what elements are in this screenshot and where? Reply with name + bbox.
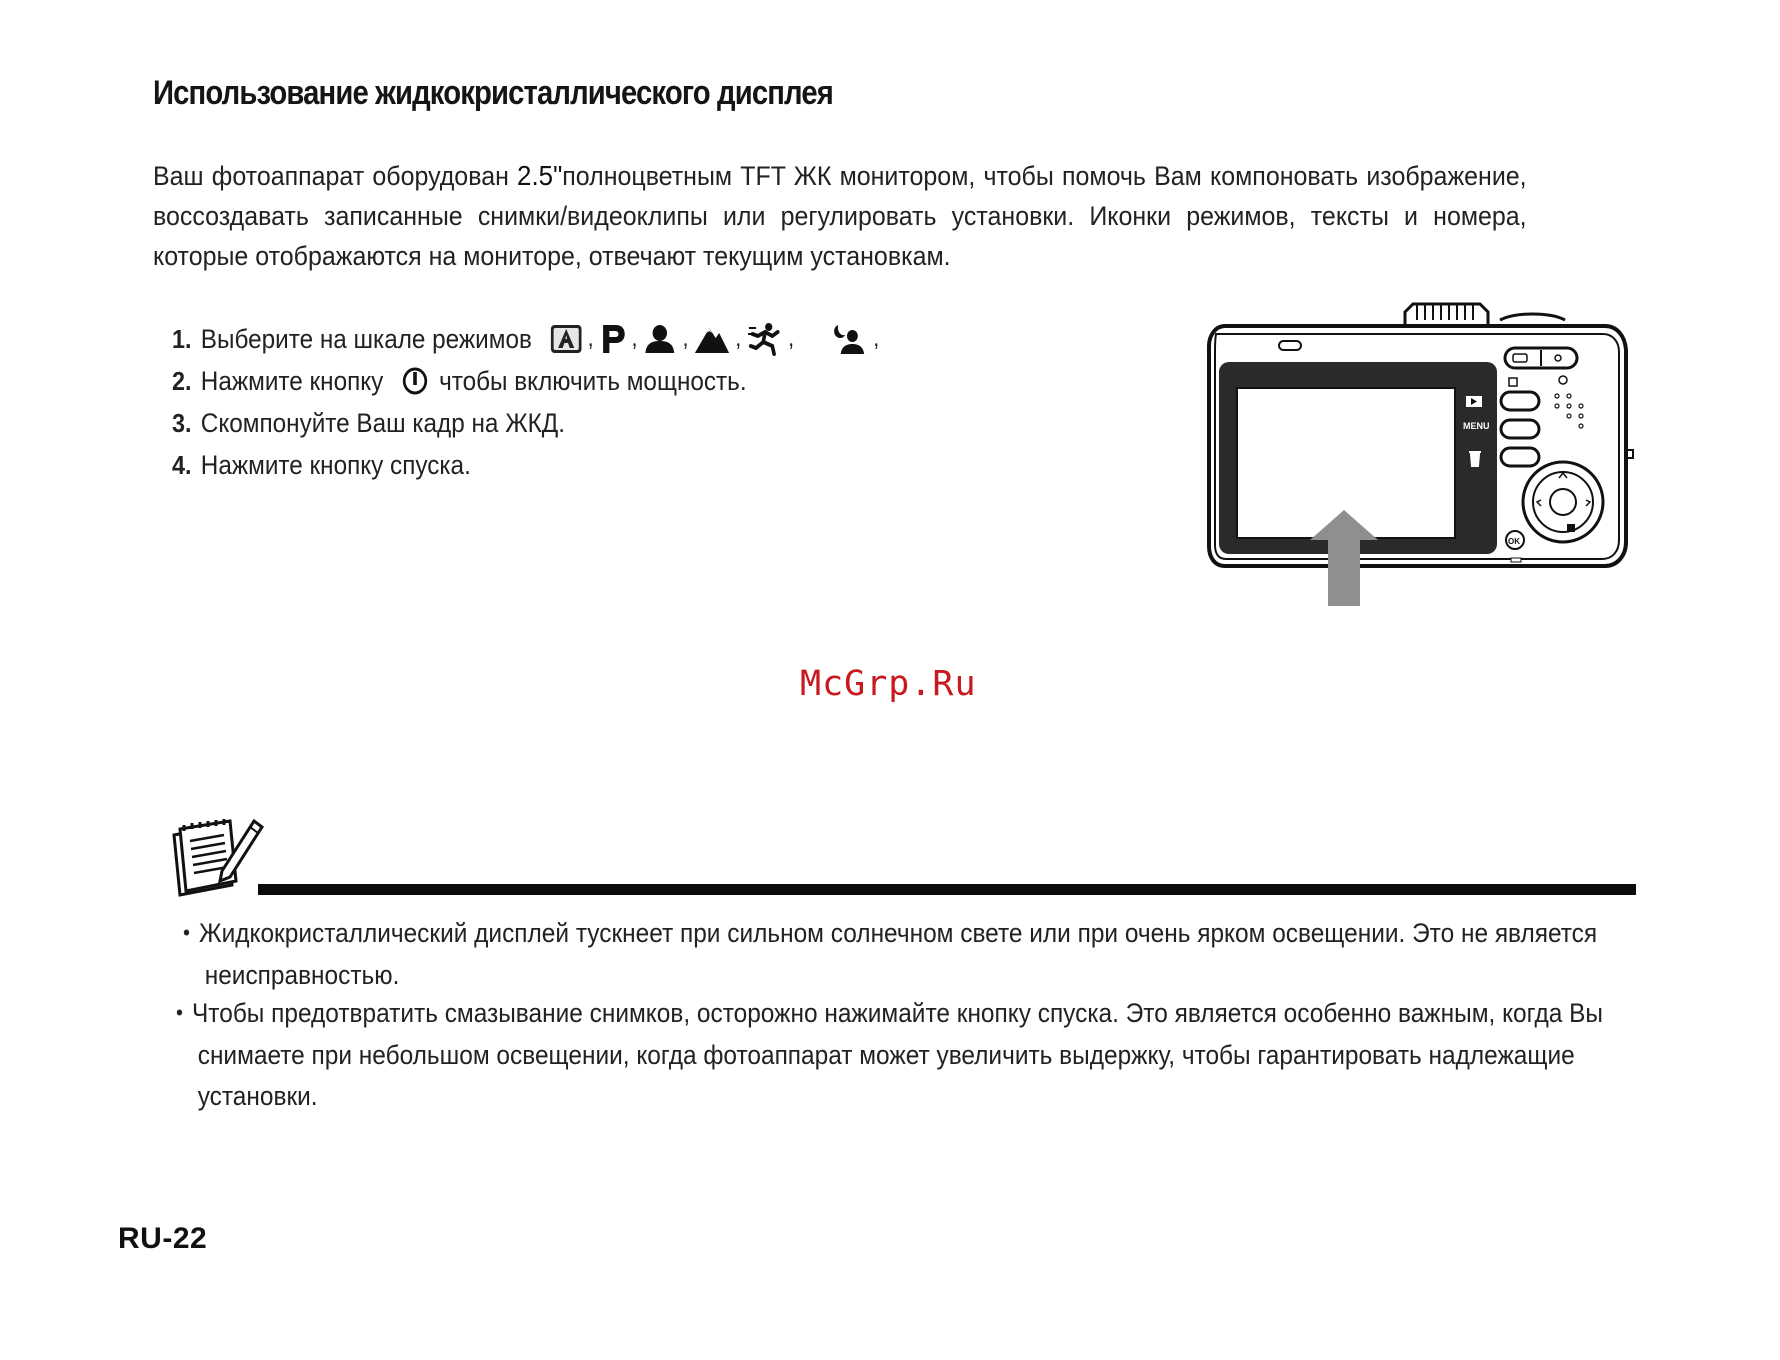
step-text: Скомпонуйте Ваш кадр на ЖКД. xyxy=(200,407,566,438)
step-text: Выберите на шкале режимов xyxy=(200,323,532,354)
separator: , xyxy=(735,325,742,352)
note-text-line: установки. xyxy=(197,1081,318,1111)
intro-paragraph xyxy=(153,156,1527,276)
step-text: Нажмите кнопку спуска. xyxy=(200,449,471,480)
led-indicator xyxy=(1279,341,1301,350)
step-1 xyxy=(172,318,879,360)
menu-label: MENU xyxy=(1463,421,1490,431)
sports-mode-icon xyxy=(747,322,783,356)
watermark: McGrp.Ru xyxy=(800,664,977,704)
intro-text-rest: полноцветным TFT ЖК монитором, чтобы помочь Вам компоновать изображение, воссоздавать записанные снимки/видеоклипы или регулировать установки. Иконки режимов, тексты и номера, которые отображаются на мониторе, отвечают текущим установкам. xyxy=(153,161,1527,271)
separator: , xyxy=(873,325,880,352)
lcd-size: 2.5" xyxy=(517,160,563,191)
note-item xyxy=(176,993,1633,1117)
note-text-line: Чтобы предотвратить смазывание снимков, осторожно нажимайте кнопку спуска. Это является особенно важным, когда Вы xyxy=(192,998,1603,1028)
step-number: 3. xyxy=(172,407,192,438)
note-item xyxy=(183,913,1640,996)
step-text: Нажмите кнопку xyxy=(200,365,384,396)
step-4 xyxy=(172,444,879,486)
landscape-mode-icon xyxy=(694,324,730,354)
step-text-after-icon: чтобы включить мощность. xyxy=(439,365,747,396)
power-button-icon xyxy=(401,366,428,396)
separator: , xyxy=(682,325,689,352)
step-3 xyxy=(172,402,879,444)
portrait-mode-icon xyxy=(643,324,677,354)
camera-back-illustration xyxy=(1205,300,1635,620)
notepad-pencil-icon xyxy=(170,815,266,905)
note-divider xyxy=(258,884,1636,895)
intro-text-start: Ваш фотоаппарат оборудован xyxy=(153,161,518,191)
step-2 xyxy=(172,360,879,402)
note-text-line: неисправностью. xyxy=(204,960,400,990)
page-title: Использование жидкокристаллического дисплея xyxy=(153,74,833,112)
bullet: • xyxy=(176,1000,183,1025)
menu-button xyxy=(1501,420,1539,438)
separator: , xyxy=(587,325,594,352)
page-number: RU-22 xyxy=(118,1222,208,1255)
note-text-line: Жидкокристаллический дисплей тускнеет при сильном солнечном свете или при очень ярком освещении. Это не является xyxy=(199,918,1598,948)
program-mode-icon xyxy=(599,323,626,355)
separator: , xyxy=(631,325,638,352)
bullet: • xyxy=(183,920,190,945)
step-number: 1. xyxy=(172,323,192,354)
steps-list xyxy=(172,318,958,486)
delete-button xyxy=(1501,448,1539,466)
ok-label: OK xyxy=(1508,537,1520,546)
step-number: 2. xyxy=(172,365,192,396)
separator: , xyxy=(788,325,795,352)
playback-button xyxy=(1501,392,1539,410)
step-number: 4. xyxy=(172,449,192,480)
night-portrait-mode-icon xyxy=(830,323,868,355)
note-text-line: снимаете при небольшом освещении, когда фотоаппарат может увеличить выдержку, чтобы гарантировать надлежащие xyxy=(197,1040,1575,1070)
auto-mode-icon xyxy=(550,324,582,354)
